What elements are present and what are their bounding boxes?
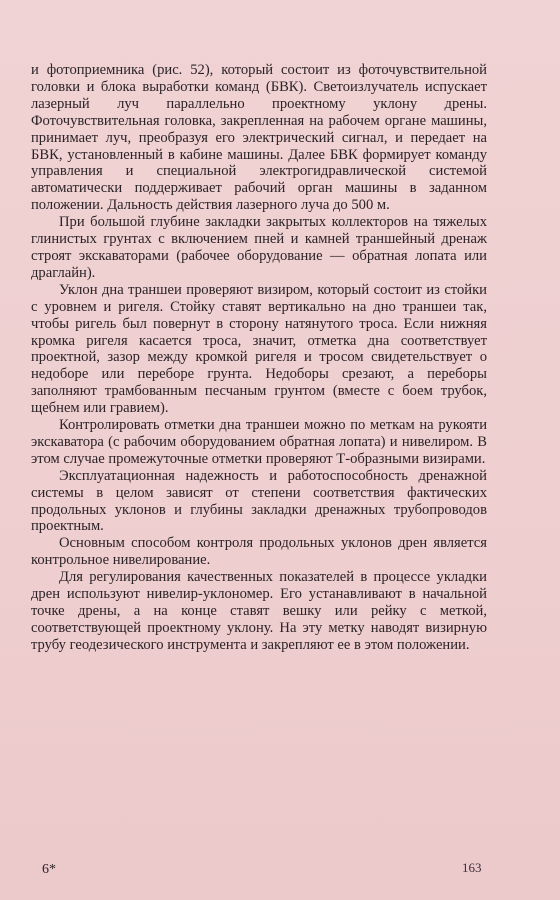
paragraph-7: Для регулирования качественных показателей в процессе укладки дрен используют нивелир-уклономер. Его устанавливают в начальной точке дрены, а на конце ставят вешку или рейку с меткой, соответствующей проектному уклону. На эту метку наводят визирную трубу геодезического инструмента и закрепляют ее в этом положении. [31, 569, 487, 653]
page-number: 163 [462, 860, 482, 875]
paragraph-1: и фотоприемника (рис. 52), который состоит из фоточувствительной головки и блока выработки команд (БВК). Светоизлучатель испускает лазерный луч параллельно проектному уклону дрены. Фоточувствительная головка, закрепленная на рабочем органе машины, принимает луч, преобразуя его электрический сигнал, и передает на БВК, установленный в кабине машины. Далее БВК формирует команду управления и специальной электрогидравлической системой автоматически поддерживает рабочий орган машины в заданном положении. Дальность действия лазерного луча до 500 м. [31, 62, 487, 214]
signature-mark: 6* [42, 862, 56, 877]
paragraph-3: Уклон дна траншеи проверяют визиром, который состоит из стойки с уровнем и ригеля. Стойку ставят вертикально на дно траншеи так, чтобы ригель был повернут в сторону натянутого троса. Если нижняя кромка ригеля касается троса, значит, отметка дна соответствует проектной, зазор между кромкой ригеля и тросом свидетельствует о недоборе или переборе грунта. Недоборы срезают, а переборы заполняют трамбованным песчаным грунтом (вместе с боем трубок, щебнем или гравием). [31, 281, 487, 417]
paragraph-6: Основным способом контроля продольных уклонов дрен является контрольное нивелирование. [31, 535, 487, 569]
body-text [31, 62, 487, 654]
paragraph-2: При большой глубине закладки закрытых коллекторов на тяжелых глинистых грунтах с включением пней и камней траншейный дренаж строят экскаваторами (рабочее оборудование — обратная лопата или драглайн). [31, 214, 487, 281]
paragraph-4: Контролировать отметки дна траншеи можно по меткам на рукояти экскаватора (с рабочим оборудованием обратная лопата) и нивелиром. В этом случае промежуточные отметки проверяют Т-образными визирами. [31, 417, 487, 467]
paragraph-5: Эксплуатационная надежность и работоспособность дренажной системы в целом зависят от степени соответствия фактических продольных уклонов и глубины закладки дренажных трубопроводов проектным. [31, 467, 487, 535]
